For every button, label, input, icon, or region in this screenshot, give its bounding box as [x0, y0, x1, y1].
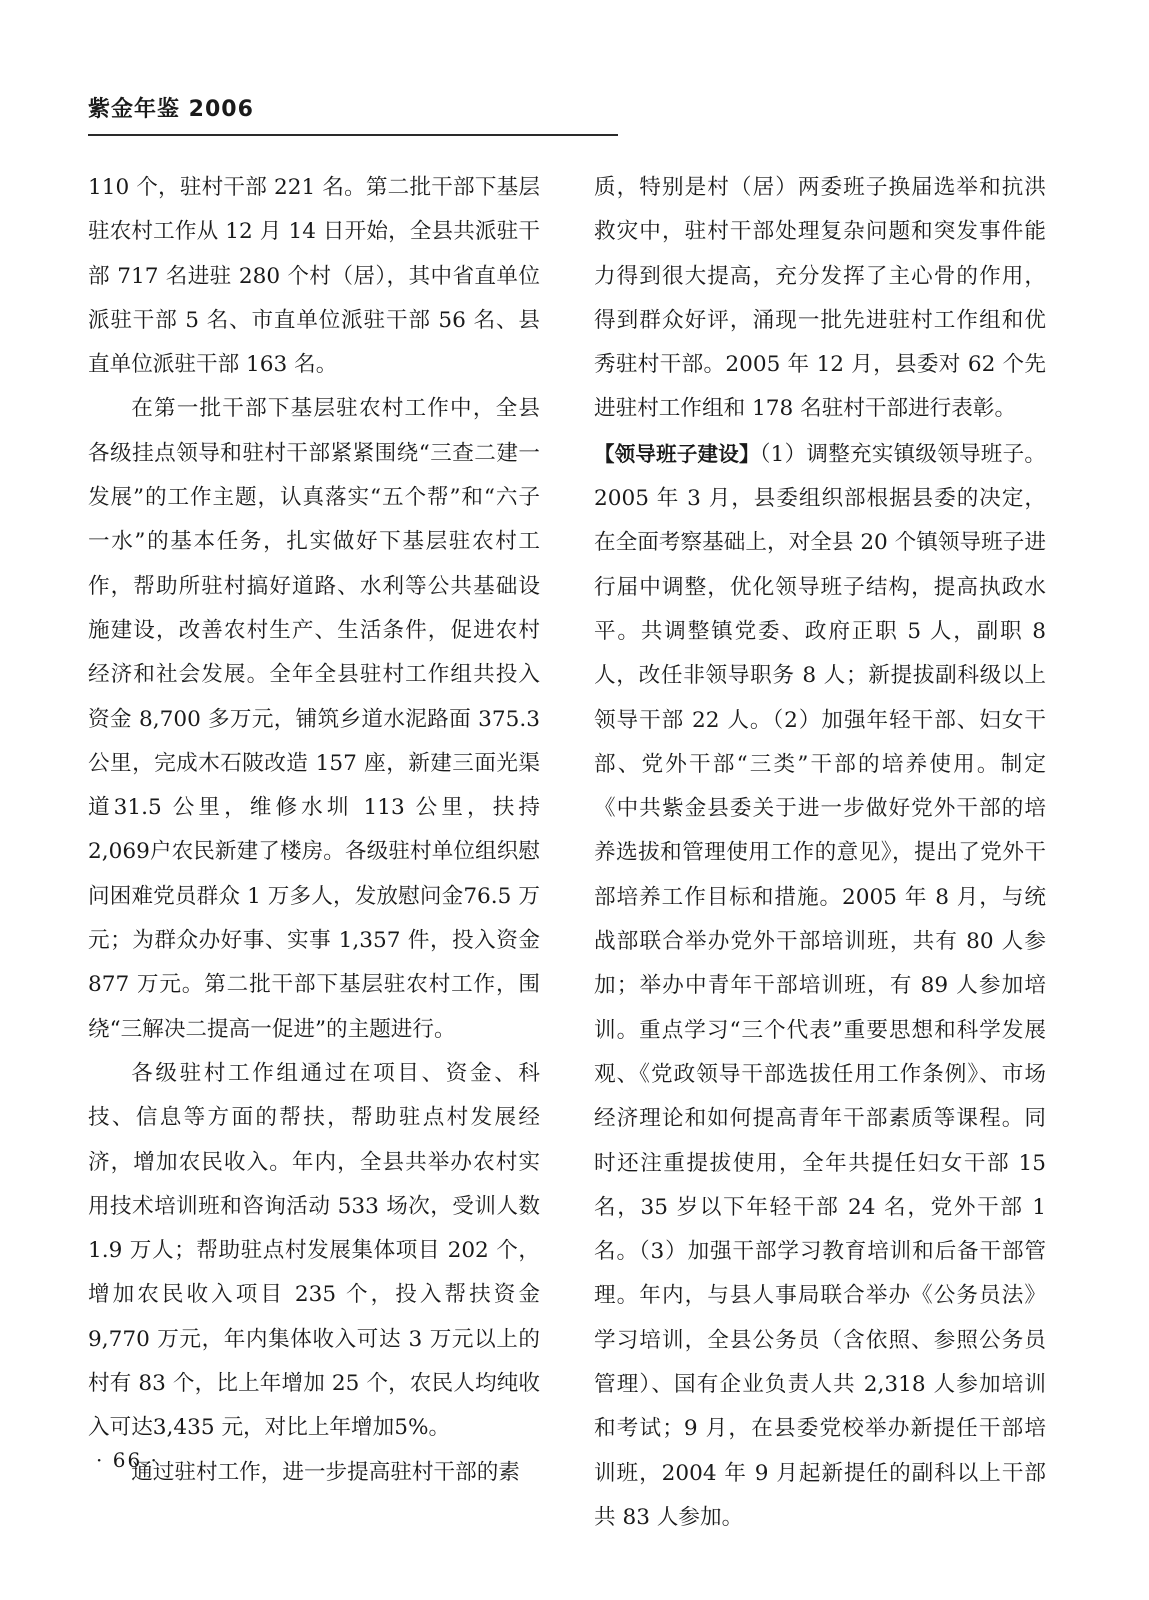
- body-paragraph: 通过驻村工作，进一步提高驻村干部的素: [131, 1459, 520, 1485]
- body-paragraph: 各级驻村工作组通过在项目、资金、科技、信息等方面的帮扶，帮助驻点村发展经济，增加农民收入。年内，全县共举办农村实用技术培训班和咨询活动 533 场次，受训人数 1.9 万人；帮助驻点村发展集体项目 202 个，增加农民收入项目 235 个，投入帮扶资金 9,770 万元，年内集体收入可达 3 万元以上的村有 83 个，比上年增加 25 个，农民人均纯收入可达3,435 元，对比上年增加5%。: [88, 1060, 540, 1441]
- yearbook-title: 紫金年鉴 2006: [88, 97, 254, 122]
- section-heading: 【领导班子建设】: [594, 441, 760, 466]
- header-rule: [88, 134, 618, 136]
- section-body: （1）调整充实镇级领导班子。2005 年 3 月，县委组织部根据县委的决定，在全面考察基础上，对全县 20 个镇领导班子进行届中调整，优化领导班子结构，提高执政水平。共调整镇党委、政府正职 5 人，副职 8 人，改任非领导职务 8 人；新提拔副科级以上领导干部 22 人。（2）加强年轻干部、妇女干部、党外干部“三类”干部的培养使用。制定《中共紫金县委关于进一步做好党外干部的培养选拔和管理使用工作的意见》，提出了党外干部培养工作目标和措施。2005 年 8 月，与统战部联合举办党外干部培训班，共有 80 人参加；举办中青年干部培训班，有 89 人参加培训。重点学习“三个代表”重要思想和科学发展观、《党政领导干部选拔任用工作条例》、市场经济理论和如何提高青年干部素质等课程。同时还注重提拔使用，全年共提任妇女干部 15 名，35 岁以下年轻干部 24 名，党外干部 1 名。（3）加强干部学习教育培训和后备干部管理。年内，与县人事局联合举办《公务员法》学习培训，全县公务员（含依照、参照公务员管理）、国有企业负责人共 2,318 人参加培训和考试；9 月，在县委党校举办新提任干部培训班，2004 年 9 月起新提任的副科以上干部共 83 人参加。: [594, 441, 1046, 1530]
- body-paragraph: 110 个，驻村干部 221 名。第二批干部下基层驻农村工作从 12 月 14 日开始，全县共派驻干部 717 名进驻 280 个村（居），其中省直单位派驻干部 5 名、市直单位派驻干部 56 名、县直单位派驻干部 163 名。: [88, 175, 540, 378]
- body-paragraph: 质，特别是村（居）两委班子换届选举和抗洪救灾中，驻村干部处理复杂问题和突发事件能力得到很大提高，充分发挥了主心骨的作用，得到群众好评，涌现一批先进驻村工作组和优秀驻村干部。2005 年 12 月，县委对 62 个先进驻村工作组和 178 名驻村干部进行表彰。: [594, 175, 1046, 422]
- page-number: · 66 ·: [96, 1448, 159, 1472]
- body-paragraph: 在第一批干部下基层驻农村工作中，全县各级挂点领导和驻村干部紧紧围绕“三查二建一发展”的工作主题，认真落实“五个帮”和“六子一水”的基本任务，扎实做好下基层驻农村工作，帮助所驻村搞好道路、水利等公共基础设施建设，改善农村生产、生活条件，促进农村经济和社会发展。全年全县驻村工作组共投入资金 8,700 多万元，铺筑乡道水泥路面 375.3公里，完成木石陂改造 157 座，新建三面光渠道31.5 公里，维修水圳 113 公里，扶持 2,069户农民新建了楼房。各级驻村单位组织慰问困难党员群众 1 万多人，发放慰问金76.5 万元；为群众办好事、实事 1,357 件，投入资金 877 万元。第二批干部下基层驻农村工作，围绕“三解决二提高一促进”的主题进行。: [88, 396, 540, 1042]
- left-column: [88, 166, 540, 1495]
- right-column: [594, 166, 1046, 1540]
- section-paragraph: [594, 432, 1046, 1540]
- running-header: [88, 92, 618, 138]
